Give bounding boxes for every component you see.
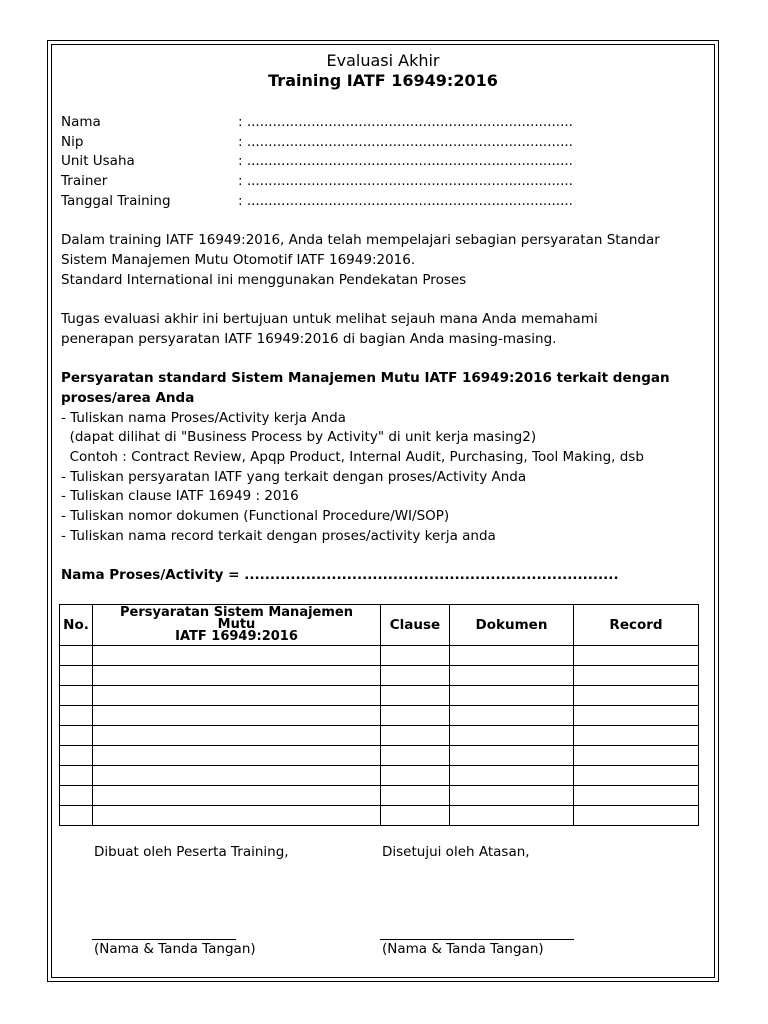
header-requirement <box>93 605 381 646</box>
cell-clause[interactable] <box>381 746 450 766</box>
field-value-unit-usaha[interactable]: : ............................................................................ <box>238 153 573 169</box>
field-value-nama[interactable]: : ............................................................................ <box>238 114 573 130</box>
cell-requirement[interactable] <box>93 786 381 806</box>
instructions-heading-1: Persyaratan standard Sistem Manajemen Mutu IATF 16949:2016 terkait dengan <box>61 370 670 386</box>
cell-dokumen[interactable] <box>450 746 574 766</box>
instruction-item-5: - Tuliskan clause IATF 16949 : 2016 <box>61 488 299 504</box>
table-row <box>60 706 699 726</box>
purpose-line-2: penerapan persyaratan IATF 16949:2016 di bagian Anda masing-masing. <box>61 331 557 347</box>
document-subtitle: Training IATF 16949:2016 <box>268 71 498 90</box>
header-requirement-line-2: Mutu <box>217 617 256 632</box>
cell-requirement[interactable] <box>93 746 381 766</box>
cell-requirement[interactable] <box>93 646 381 666</box>
signature-right-title: Disetujui oleh Atasan, <box>382 844 530 860</box>
field-label-trainer: Trainer <box>61 173 108 189</box>
table-row <box>60 646 699 666</box>
cell-clause[interactable] <box>381 686 450 706</box>
cell-dokumen[interactable] <box>450 686 574 706</box>
instruction-item-6: - Tuliskan nomor dokumen (Functional Procedure/WI/SOP) <box>61 508 450 524</box>
signature-right-caption: (Nama & Tanda Tangan) <box>382 941 544 957</box>
cell-clause[interactable] <box>381 706 450 726</box>
cell-requirement[interactable] <box>93 706 381 726</box>
header-record: Record <box>574 605 699 646</box>
instruction-item-3: Contoh : Contract Review, Apqp Product, Internal Audit, Purchasing, Tool Making, dsb <box>61 449 644 465</box>
process-activity-line[interactable]: Nama Proses/Activity = ......................................................................... <box>61 567 619 583</box>
cell-dokumen[interactable] <box>450 666 574 686</box>
cell-dokumen[interactable] <box>450 806 574 826</box>
header-requirement-line-3: IATF 16949:2016 <box>175 629 298 644</box>
table-row <box>60 746 699 766</box>
cell-dokumen[interactable] <box>450 646 574 666</box>
cell-requirement[interactable] <box>93 806 381 826</box>
table-row <box>60 766 699 786</box>
intro-line-2: Sistem Manajemen Mutu Otomotif IATF 16949:2016. <box>61 252 416 268</box>
cell-clause[interactable] <box>381 726 450 746</box>
cell-no[interactable] <box>60 806 93 826</box>
instruction-item-7: - Tuliskan nama record terkait dengan proses/activity kerja anda <box>61 528 496 544</box>
cell-record[interactable] <box>574 766 699 786</box>
instructions-heading-2: proses/area Anda <box>61 390 195 406</box>
header-no: No. <box>60 605 93 646</box>
cell-record[interactable] <box>574 726 699 746</box>
cell-clause[interactable] <box>381 666 450 686</box>
table-row <box>60 786 699 806</box>
cell-requirement[interactable] <box>93 766 381 786</box>
field-label-nip: Nip <box>61 134 84 150</box>
signature-left-title: Dibuat oleh Peserta Training, <box>94 844 289 860</box>
table-row <box>60 686 699 706</box>
document-title: Evaluasi Akhir <box>326 51 440 70</box>
cell-no[interactable] <box>60 666 93 686</box>
cell-record[interactable] <box>574 686 699 706</box>
cell-no[interactable] <box>60 686 93 706</box>
instruction-item-4: - Tuliskan persyaratan IATF yang terkait dengan proses/Activity Anda <box>61 469 527 485</box>
intro-line-1: Dalam training IATF 16949:2016, Anda telah mempelajari sebagian persyaratan Standar <box>61 232 660 248</box>
cell-record[interactable] <box>574 786 699 806</box>
instruction-item-1: - Tuliskan nama Proses/Activity kerja Anda <box>61 410 346 426</box>
cell-requirement[interactable] <box>93 686 381 706</box>
purpose-line-1: Tugas evaluasi akhir ini bertujuan untuk melihat sejauh mana Anda memahami <box>61 311 598 327</box>
cell-record[interactable] <box>574 646 699 666</box>
header-clause: Clause <box>381 605 450 646</box>
instruction-item-2: (dapat dilihat di "Business Process by Activity" di unit kerja masing2) <box>61 429 537 445</box>
field-value-tanggal-training[interactable]: : ............................................................................ <box>238 193 573 209</box>
cell-requirement[interactable] <box>93 666 381 686</box>
field-label-nama: Nama <box>61 114 101 130</box>
cell-no[interactable] <box>60 786 93 806</box>
cell-dokumen[interactable] <box>450 706 574 726</box>
field-value-trainer[interactable]: : ............................................................................ <box>238 173 573 189</box>
field-value-nip[interactable]: : ............................................................................ <box>238 134 573 150</box>
table-row <box>60 726 699 746</box>
cell-record[interactable] <box>574 806 699 826</box>
field-label-unit-usaha: Unit Usaha <box>61 153 135 169</box>
cell-clause[interactable] <box>381 786 450 806</box>
cell-no[interactable] <box>60 766 93 786</box>
cell-clause[interactable] <box>381 766 450 786</box>
cell-record[interactable] <box>574 706 699 726</box>
cell-dokumen[interactable] <box>450 786 574 806</box>
cell-no[interactable] <box>60 646 93 666</box>
field-label-tanggal-training: Tanggal Training <box>61 193 171 209</box>
table-body <box>60 646 699 826</box>
table-row <box>60 806 699 826</box>
evaluation-table <box>59 604 699 826</box>
header-requirement-line-1: Persyaratan Sistem Manajemen <box>120 605 353 620</box>
cell-record[interactable] <box>574 746 699 766</box>
cell-no[interactable] <box>60 726 93 746</box>
cell-dokumen[interactable] <box>450 766 574 786</box>
cell-requirement[interactable] <box>93 726 381 746</box>
cell-dokumen[interactable] <box>450 726 574 746</box>
table-header-row <box>60 605 699 646</box>
header-dokumen: Dokumen <box>450 605 574 646</box>
signature-left-caption: (Nama & Tanda Tangan) <box>94 941 256 957</box>
cell-clause[interactable] <box>381 646 450 666</box>
cell-record[interactable] <box>574 666 699 686</box>
table-row <box>60 666 699 686</box>
cell-no[interactable] <box>60 746 93 766</box>
cell-no[interactable] <box>60 706 93 726</box>
cell-clause[interactable] <box>381 806 450 826</box>
intro-line-3: Standard International ini menggunakan Pendekatan Proses <box>61 272 467 288</box>
